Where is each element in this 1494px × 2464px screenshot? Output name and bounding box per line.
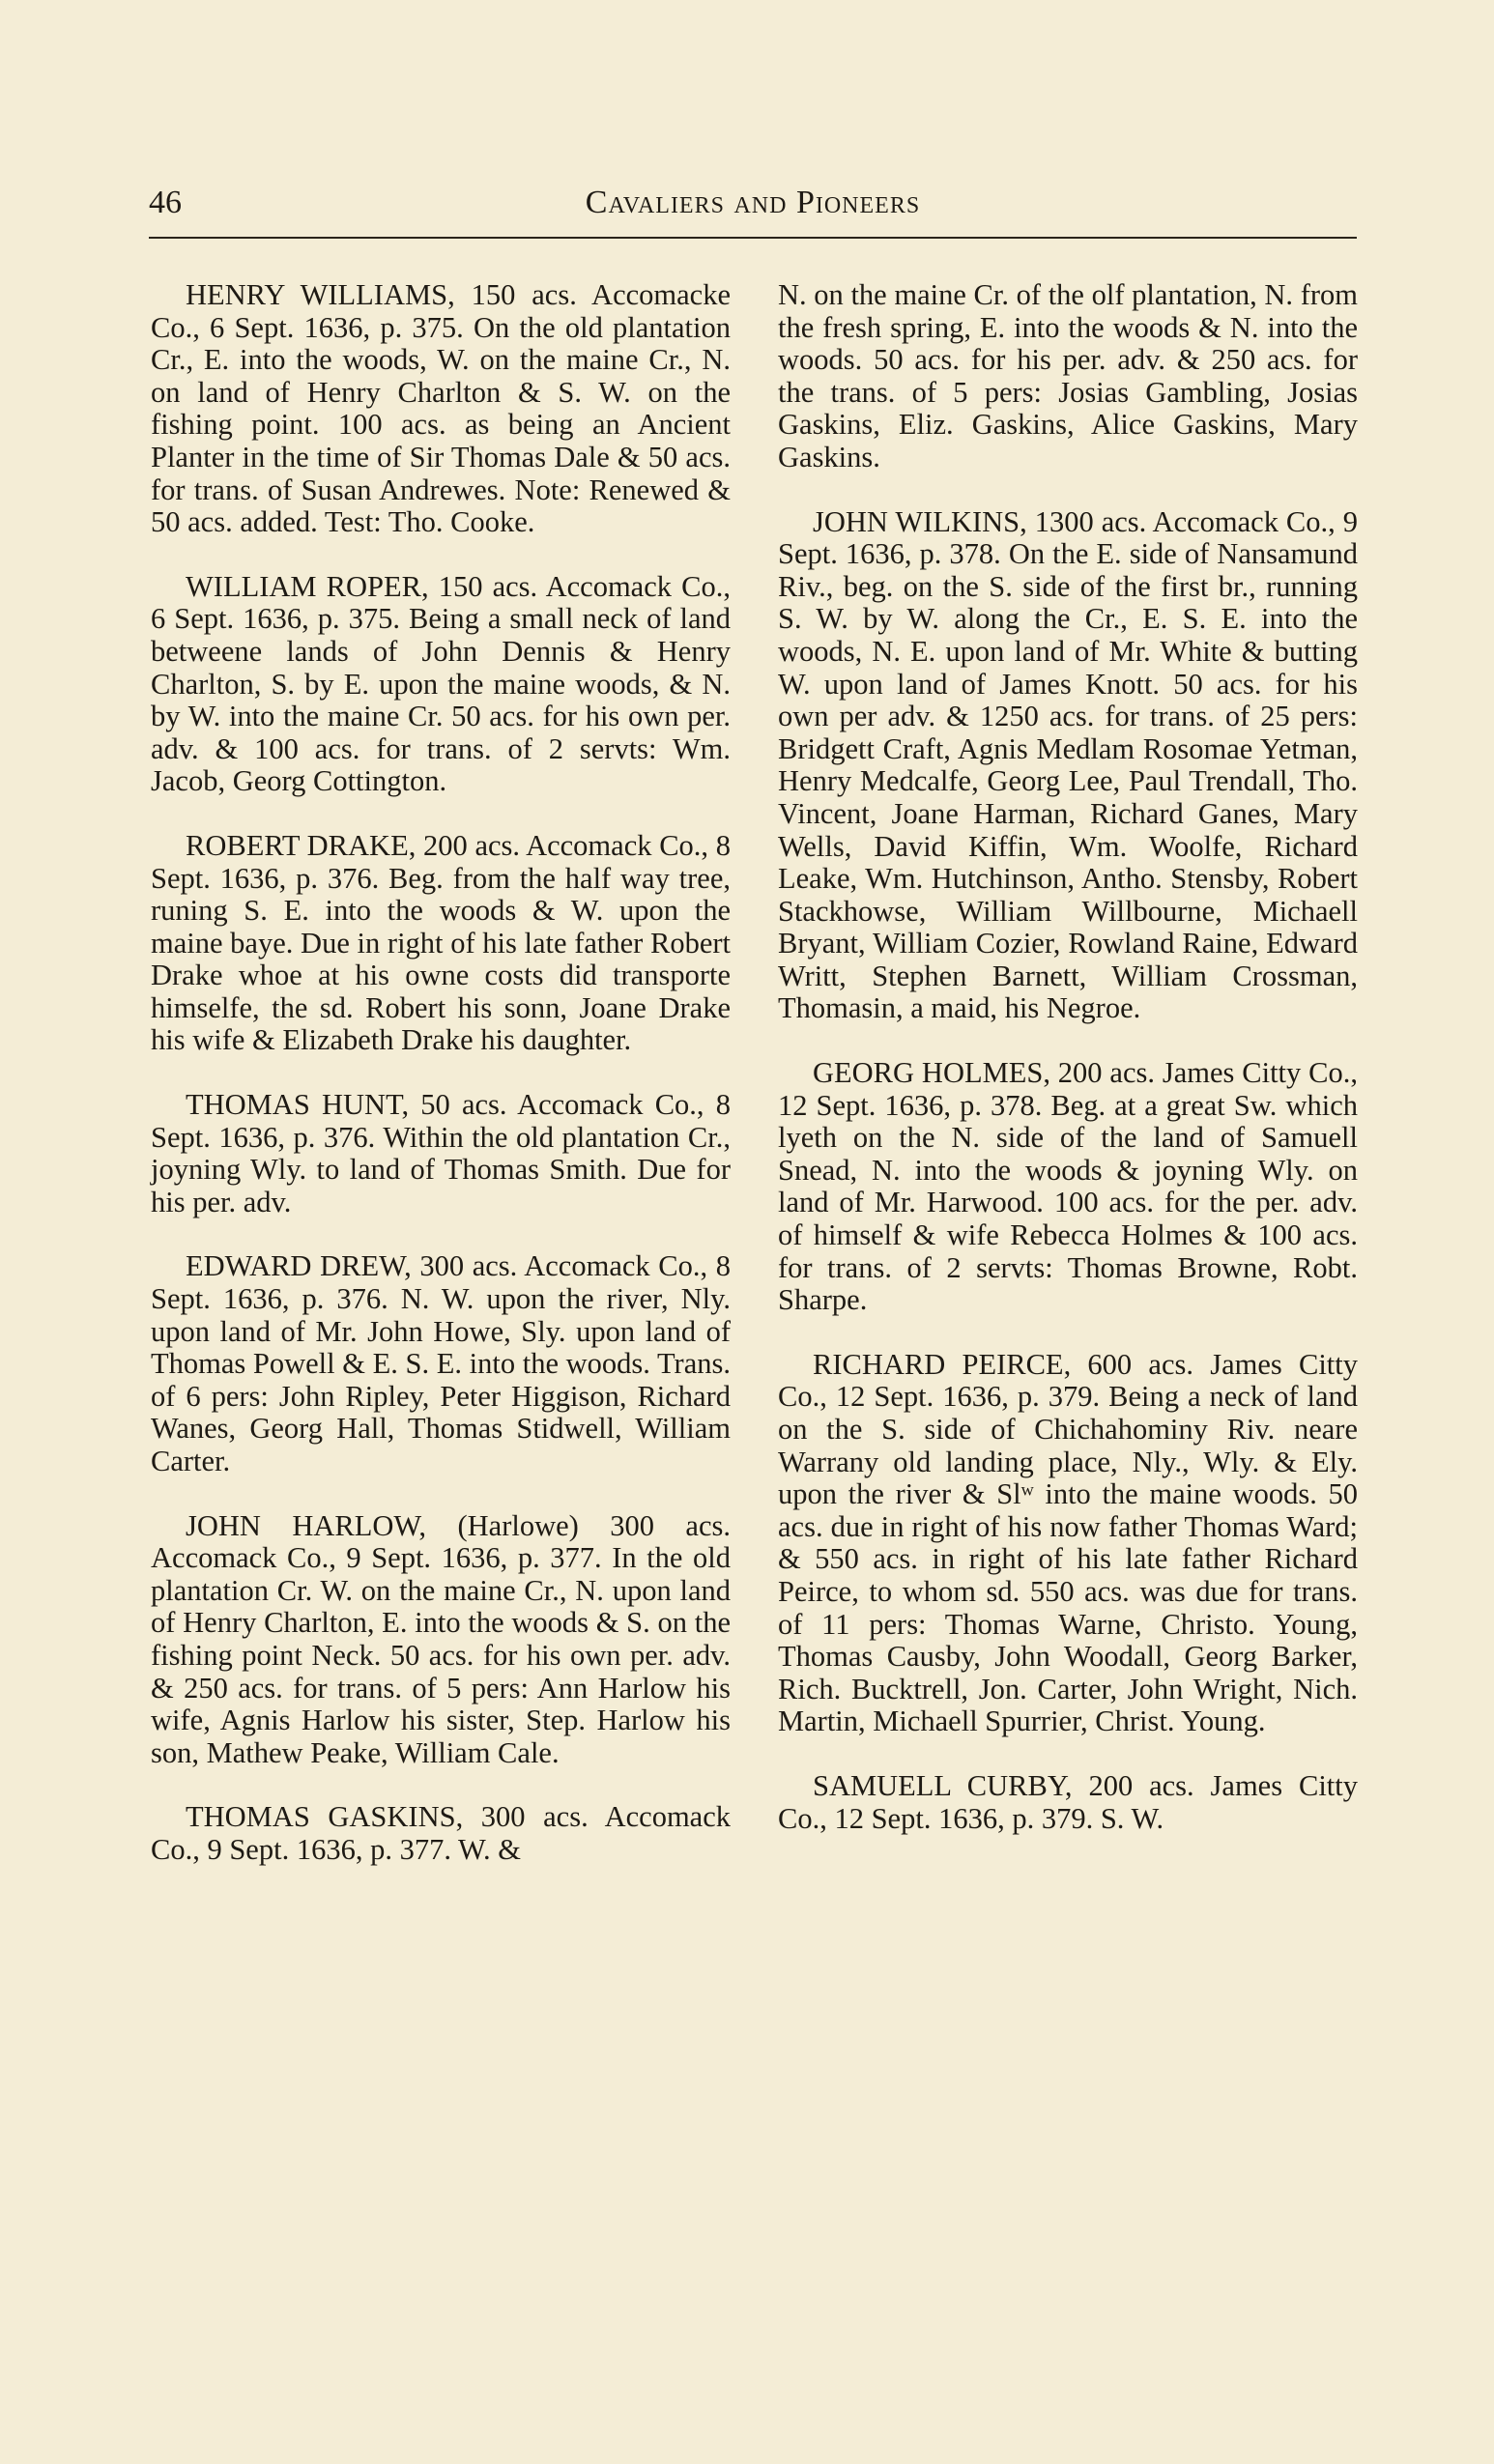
entry-edward-drew: EDWARD DREW, 300 acs. Accomack Co., 8 Sept. 1636, p. 376. N. W. upon the river, Nly. upon land of Mr. John Howe, Sly. upon land of Thomas Powell & E. S. E. into the woods. Trans. of 6 pers: John Ripley, Peter Higgison, Richard Wanes, Georg Hall, Thomas Stidwell, William Carter. (151, 1249, 731, 1477)
entry-henry-williams: HENRY WILLIAMS, 150 acs. Accomacke Co., 6 Sept. 1636, p. 375. On the old plantation Cr., E. into the woods, W. on the maine Cr., N. on land of Henry Charlton & S. W. on the fishing point. 100 acs. as being an Ancient Planter in the time of Sir Thomas Dale & 50 acs. for trans. of Susan Andrewes. Note: Renewed & 50 acs. added. Test: Tho. Cooke. (151, 278, 731, 539)
running-title: Cavaliers and Pioneers (585, 185, 921, 220)
entry-william-roper: WILLIAM ROPER, 150 acs. Accomack Co., 6 Sept. 1636, p. 375. Being a small neck of land betweene lands of John Dennis & Henry Charlton, S. by E. upon the maine woods, & N. by W. into the maine Cr. 50 acs. for his own per. adv. & 100 acs. for trans. of 2 servts: Wm. Jacob, Georg Cottington. (151, 569, 731, 798)
entry-john-wilkins: JOHN WILKINS, 1300 acs. Accomack Co., 9 Sept. 1636, p. 378. On the E. side of Nansamund Riv., beg. on the S. side of the first br., running S. W. by W. along the Cr., E. S. E. into the woods, N. E. upon land of Mr. White & butting W. upon land of James Knott. 50 acs. for his own per adv. & 1250 acs. for trans. of 25 pers: Bridgett Craft, Agnis Medlam Rosomae Yetman, Henry Medcalfe, Georg Lee, Paul Trendall, Tho. Vincent, Joane Harman, Richard Ganes, Mary Wells, David Kiffin, Wm. Woolfe, Richard Leake, Wm. Hutchinson, Antho. Stensby, Robert Stackhowse, William Willbourne, Michaell Bryant, William Cozier, Rowland Raine, Edward Writt, Stephen Barnett, William Crossman, Thomasin, a maid, his Negroe. (778, 504, 1358, 1025)
entry-samuell-curby: SAMUELL CURBY, 200 acs. James Citty Co., 12 Sept. 1636, p. 379. S. W. (778, 1768, 1358, 1835)
entry-richard-peirce: RICHARD PEIRCE, 600 acs. James Citty Co., 12 Sept. 1636, p. 379. Being a neck of land on the S. side of Chichahominy Riv. neare Warrany old landing place, Nly., Wly. & Ely. upon the river & Slʷ into the maine woods. 50 acs. due in right of his now father Thomas Ward; & 550 acs. in right of his late father Richard Peirce, to whom sd. 550 acs. was due for trans. of 11 pers: Thomas Warne, Christo. Young, Thomas Causby, John Woodall, Georg Barker, Rich. Bucktrell, Jon. Carter, John Wright, Nich. Martin, Michaell Spurrier, Christ. Young. (778, 1347, 1358, 1738)
entry-thomas-hunt: THOMAS HUNT, 50 acs. Accomack Co., 8 Sept. 1636, p. 376. Within the old plantation Cr., joyning Wly. to land of Thomas Smith. Due for his per. adv. (151, 1088, 731, 1218)
page-header (149, 182, 1357, 224)
entry-georg-holmes: GEORG HOLMES, 200 acs. James Citty Co., 12 Sept. 1636, p. 378. Beg. at a great Sw. which lyeth on the N. side of the land of Samuell Snead, N. into the woods & joyning Wly. on land of Mr. Harwood. 100 acs. for the per. adv. of himself & wife Rebecca Holmes & 100 acs. for trans. of 2 servts: Thomas Browne, Robt. Sharpe. (778, 1056, 1358, 1317)
entry-robert-drake: ROBERT DRAKE, 200 acs. Accomack Co., 8 Sept. 1636, p. 376. Beg. from the half way tree, runing S. E. into the woods & W. upon the maine baye. Due in right of his late father Robert Drake whoe at his owne costs did transporte himselfe, the sd. Robert his sonn, Joane Drake his wife & Elizabeth Drake his daughter. (151, 828, 731, 1057)
entry-thomas-gaskins: THOMAS GASKINS, 300 acs. Accomack Co., 9 Sept. 1636, p. 377. W. & (151, 1800, 731, 1866)
entry-john-harlow: JOHN HARLOW, (Harlowe) 300 acs. Accomack Co., 9 Sept. 1636, p. 377. In the old plantation Cr. W. on the maine Cr., N. upon land of Henry Charlton, E. into the woods & S. on the fishing point Neck. 50 acs. for his own per. adv. & 250 acs. for trans. of 5 pers: Ann Harlow his wife, Agnis Harlow his sister, Step. Harlow his son, Mathew Peake, William Cale. (151, 1508, 731, 1769)
header-rule (149, 237, 1357, 239)
page-number: 46 (149, 185, 182, 220)
right-column (778, 279, 1358, 1835)
entry-thomas-gaskins-continued: N. on the maine Cr. of the olf plantation, N. from the fresh spring, E. into the woods & N. into the woods. 50 acs. for his per. adv. & 250 acs. for the trans. of 5 pers: Josias Gambling, Josias Gaskins, Eliz. Gaskins, Alice Gaskins, Mary Gaskins. (778, 278, 1358, 473)
left-column (151, 279, 731, 1867)
